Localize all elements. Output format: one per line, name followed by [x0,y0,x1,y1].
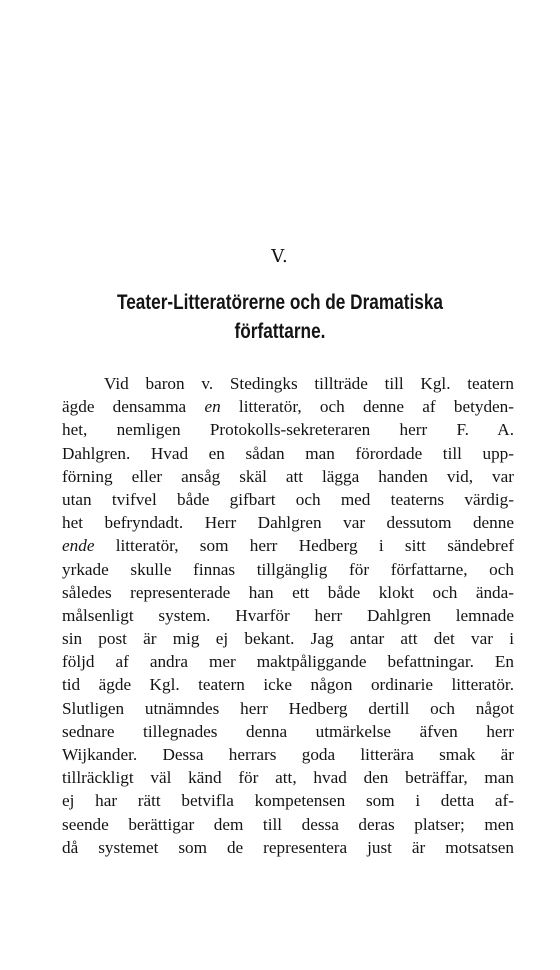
text-run: utan tvifvel både gifbart och med teaterns värdig- [62,489,514,509]
text-line [62,442,514,465]
chapter-title-line-2: författarne. [234,320,326,343]
text-run: således representerade han ett både klokt och ända- [62,582,514,602]
text-run: litteratör, som herr Hedberg i sitt sändebref [94,536,514,556]
text-run: då systemet som de representera just är motsatsen [62,837,514,857]
text-line [62,789,514,812]
text-line [62,813,514,836]
text-run: Dahlgren. Hvad en sådan man förordade till upp- [62,443,514,463]
text-run: sin post är mig ej bekant. Jag antar att det var i [62,629,514,649]
text-run: tid ägde Kgl. teatern icke någon ordinarie litteratör. [62,675,514,695]
chapter-title-line-1: Teater-Litteratörerne och de Dramatiska [116,291,444,314]
text-run: yrkade skulle finnas tillgänglig för författarne, och [62,559,514,579]
text-run: Wijkander. Dessa herrars goda litterära smak är [62,745,514,764]
text-run: litteratör, och denne af betyden- [220,397,514,417]
text-run: ägde densamma [62,397,205,417]
text-line [62,488,514,511]
text-line [62,627,514,650]
text-line [62,836,514,859]
text-line [62,743,514,766]
text-run: tillräckligt väl känd för att, hvad den beträffar, man [62,768,514,788]
italic-word: ende [62,536,95,556]
chapter-title [100,288,461,346]
text-line [62,604,514,627]
text-run: sednare tillegnades denna utmärkelse äfven herr [62,721,514,741]
text-line [62,766,514,789]
text-line [62,720,514,743]
text-line [62,511,514,534]
text-run: het, nemligen Protokolls-sekreteraren herr F. A. [62,420,514,440]
text-line [62,534,514,557]
text-run: målsenligt system. Hvarför herr Dahlgren lemnade [62,605,514,625]
text-line [62,395,514,418]
text-line [62,465,514,488]
text-line [62,558,514,581]
text-run: förning eller ansåg skäl att lägga handen vid, var [62,466,514,486]
text-run: het befryndadt. Herr Dahlgren var dessutom denne [62,513,514,533]
text-run: seende berättigar dem till dessa deras platser; men [62,814,514,834]
text-line [62,673,514,696]
text-line [62,372,514,395]
italic-word: en [204,397,221,417]
text-run: följd af andra mer maktpåliggande befattningar. En [62,652,514,672]
text-line [62,697,514,720]
text-run: Slutligen utnämndes herr Hedberg dertill och något [62,698,514,718]
chapter-number: V. [271,246,289,267]
text-run: ej har rätt betvifla kompetensen som i detta af- [62,791,514,811]
text-line [62,418,514,441]
body-text [62,372,514,859]
text-line [62,581,514,604]
text-run: Vid baron v. Stedingks tillträde till Kgl. teatern [104,374,514,393]
text-line [62,650,514,673]
